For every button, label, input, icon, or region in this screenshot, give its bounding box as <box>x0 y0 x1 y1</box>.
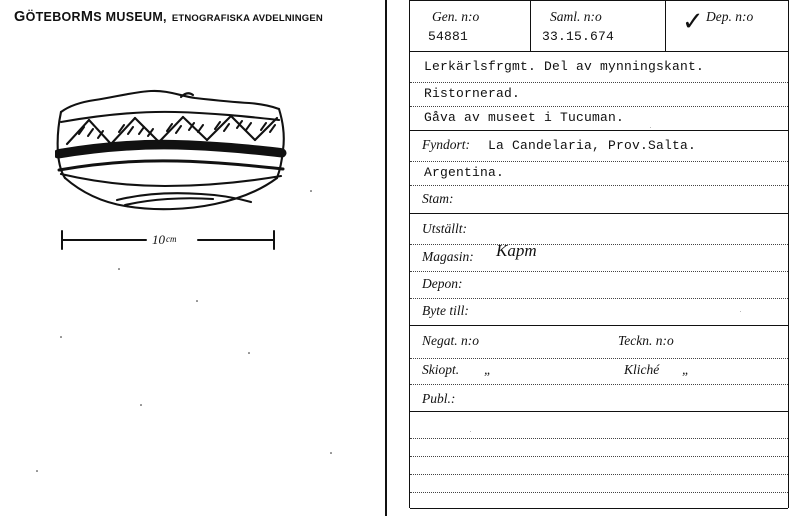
divider <box>410 384 788 385</box>
field-value-magasin[interactable]: Kapm <box>496 241 537 260</box>
saml-number-label: Saml. n:o <box>550 9 602 24</box>
divider <box>410 213 788 214</box>
field-value-fyndort-cont[interactable]: Argentina. <box>424 165 505 180</box>
description-line[interactable]: Gåva av museet i Tucuman. <box>424 110 625 125</box>
museum-header <box>14 8 323 26</box>
divider <box>410 492 788 493</box>
museum-department: ETNOGRAFISKA AVDELNINGEN <box>171 13 323 24</box>
field-label-fyndort: Fyndort: <box>422 137 470 152</box>
divider <box>410 456 788 457</box>
field-label-stam: Stam: <box>422 191 454 206</box>
speckle <box>196 300 198 302</box>
divider <box>410 298 788 299</box>
catalogue-card <box>385 0 800 516</box>
divider <box>410 325 788 326</box>
speckle <box>330 452 332 454</box>
scale-unit: cm <box>166 234 177 244</box>
speckle <box>740 311 741 312</box>
divider <box>410 244 788 245</box>
scale-bar-label <box>152 232 177 248</box>
divider <box>665 1 666 51</box>
speckle <box>140 404 142 406</box>
field-label-kliche: Kliché <box>624 362 660 377</box>
speckle <box>118 268 120 270</box>
divider <box>410 411 788 412</box>
divider <box>410 106 788 107</box>
field-label-skiopt: Skiopt. <box>422 362 460 377</box>
divider <box>410 161 788 162</box>
left-illustration-panel <box>0 0 385 516</box>
scale-value: 10 <box>152 232 165 247</box>
speckle <box>710 471 711 472</box>
pottery-sherd-drawing <box>55 78 290 228</box>
field-label-publ: Publ.: <box>422 391 456 406</box>
field-label-teckn: Teckn. n:o <box>618 333 674 348</box>
divider <box>410 271 788 272</box>
speckle <box>36 470 38 472</box>
description-line[interactable]: Ristornerad. <box>424 86 521 101</box>
speckle <box>310 190 312 192</box>
field-label-utstallt: Utställt: <box>422 221 468 236</box>
field-label-byte-till: Byte till: <box>422 303 469 318</box>
divider <box>410 51 788 52</box>
divider <box>410 508 788 509</box>
divider <box>410 438 788 439</box>
field-label-negat: Negat. n:o <box>422 333 479 348</box>
description-line[interactable]: Lerkärlsfrgmt. Del av mynningskant. <box>424 59 705 74</box>
divider <box>410 130 788 131</box>
divider <box>410 358 788 359</box>
speckle <box>60 336 62 338</box>
field-value-fyndort[interactable]: La Candelaria, Prov.Salta. <box>488 138 697 153</box>
field-label-depon: Depon: <box>422 276 463 291</box>
speckle <box>650 127 651 128</box>
ditto-mark-skiopt: „ <box>484 362 492 377</box>
dep-number-label: Dep. n:o <box>706 9 754 24</box>
speckle <box>248 352 250 354</box>
divider <box>530 1 531 51</box>
ditto-mark-kliche: „ <box>682 362 690 377</box>
museum-name: GÖTEBORMS MUSEUM, <box>14 9 167 25</box>
catalogue-card-body <box>409 0 789 508</box>
saml-number-value[interactable]: 33.15.674 <box>542 29 615 44</box>
check-mark-icon: ✓ <box>682 7 704 36</box>
divider <box>410 185 788 186</box>
divider <box>410 82 788 83</box>
speckle <box>470 431 471 432</box>
field-label-magasin: Magasin: <box>422 249 474 264</box>
gen-number-label: Gen. n:o <box>432 9 480 24</box>
gen-number-value[interactable]: 54881 <box>428 29 469 44</box>
divider <box>410 474 788 475</box>
